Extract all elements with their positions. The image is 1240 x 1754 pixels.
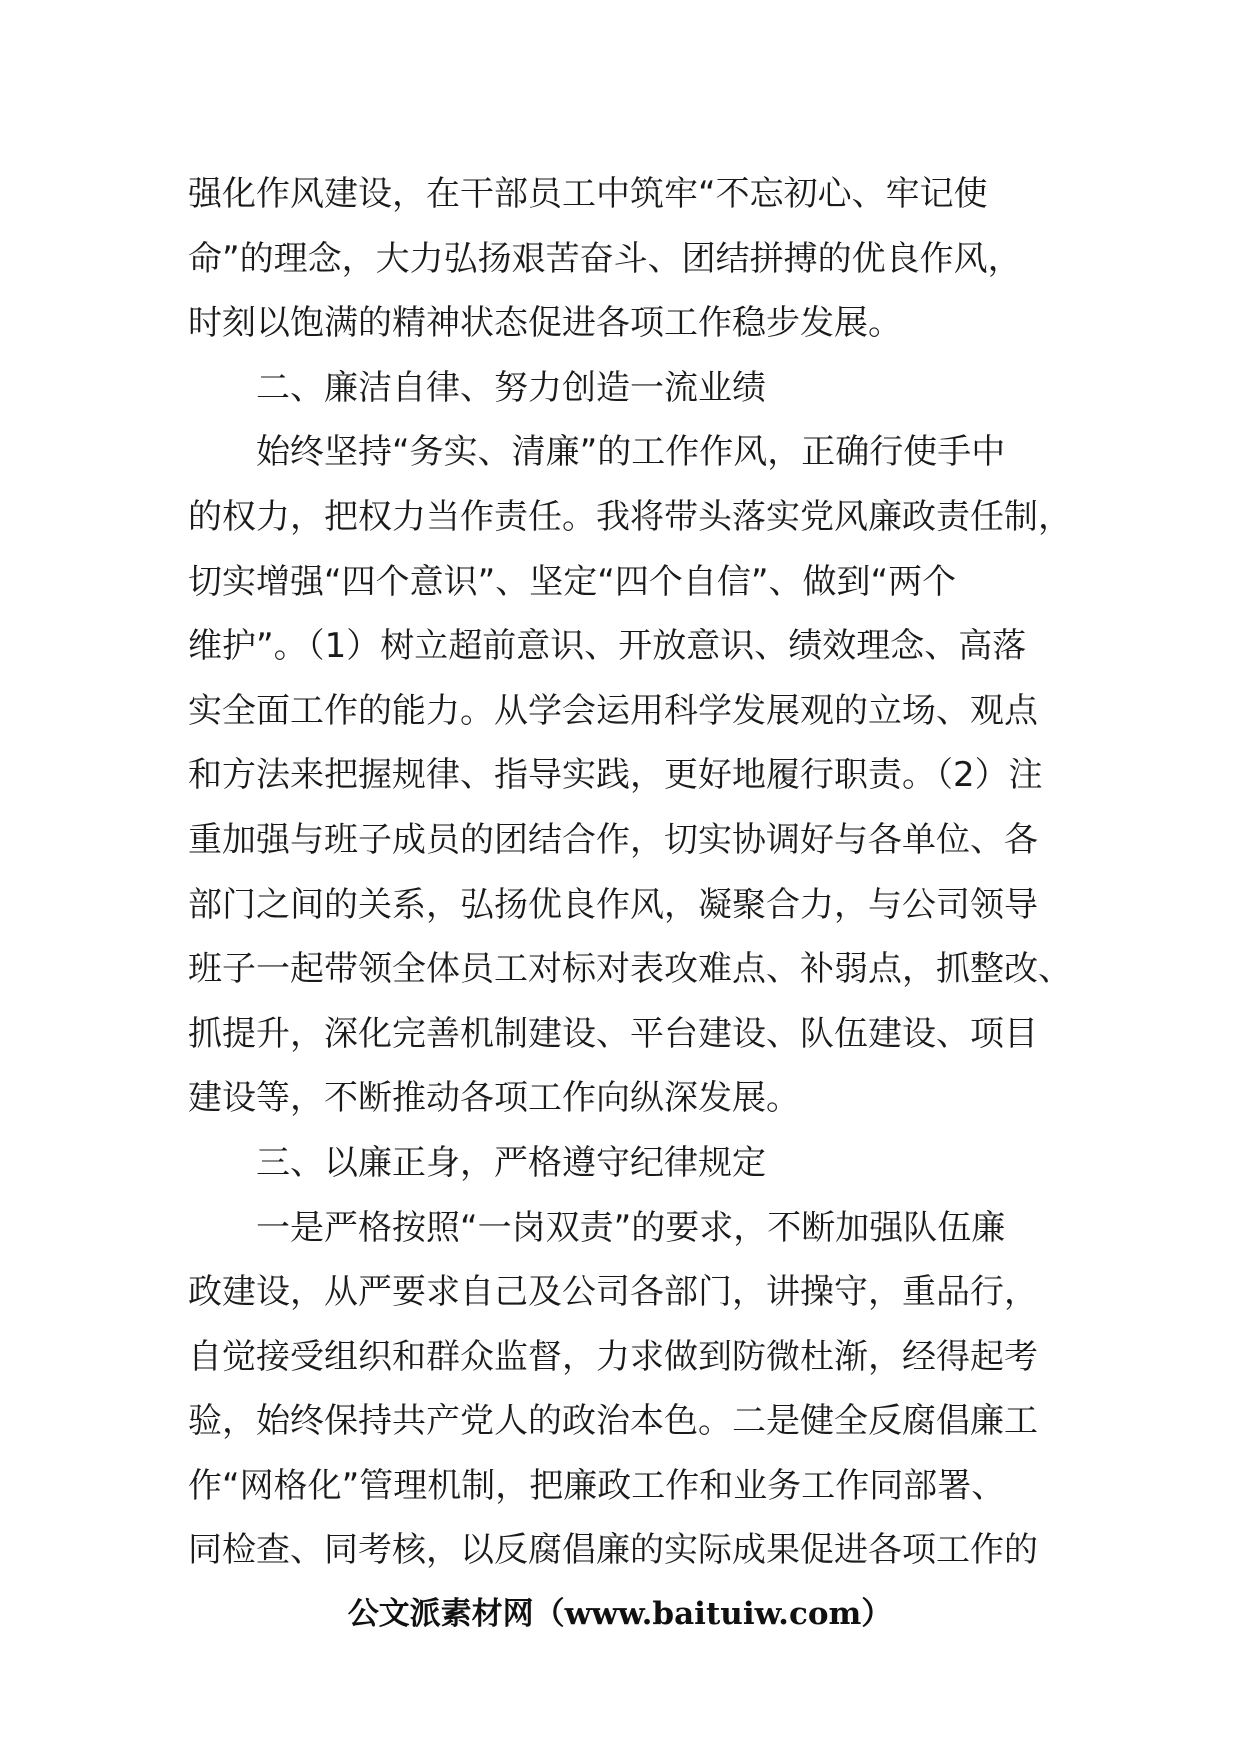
body-line-19: 自觉接受组织和群众监督，力求做到防微杜渐，经得起考 [188, 1336, 1038, 1377]
body-line-17: 一是严格按照“一岗双责”的要求，不断加强队伍廉 [256, 1207, 1006, 1248]
body-line-18: 政建设，从严要求自己及公司各部门，讲操守，重品行， [188, 1272, 1038, 1313]
body-line-13: 班子一起带领全体员工对标对表攻难点、补弱点，抓整改、 [188, 949, 1072, 990]
body-line-7: 切实增强“四个意识”、坚定“四个自信”、做到“两个 [188, 561, 957, 602]
body-line-14: 抓提升，深化完善机制建设、平台建设、队伍建设、项目 [188, 1013, 1038, 1054]
body-line-20: 验，始终保持共产党人的政治本色。二是健全反腐倡廉工 [188, 1401, 1038, 1442]
body-line-12: 部门之间的关系，弘扬优良作风，凝聚合力，与公司领导 [188, 884, 1038, 925]
body-line-1: 强化作风建设，在干部员工中筑牢“不忘初心、牢记使 [188, 174, 988, 214]
body-line-21: 作“网格化”管理机制，把廉政工作和业务工作同部署、 [188, 1465, 1006, 1506]
document-body [188, 162, 1072, 1583]
footer-watermark: 公文派素材网（www.baituiw.com） [347, 1596, 893, 1632]
body-line-8: 维护”。（1）树立超前意识、开放意识、绩效理念、高落 [188, 626, 1027, 667]
body-line-2: 命”的理念，大力弘扬艰苦奋斗、团结拼搏的优良作风， [188, 238, 1022, 279]
body-line-3: 时刻以饱满的精神状态促进各项工作稳步发展。 [188, 303, 902, 344]
body-line-22: 同检查、同考核，以反腐倡廉的实际成果促进各项工作的 [188, 1530, 1038, 1571]
body-line-11: 重加强与班子成员的团结合作，切实协调好与各单位、各 [188, 819, 1038, 860]
body-line-10: 和方法来把握规律、指导实践，更好地履行职责。（2）注 [188, 755, 1043, 796]
section-heading-3: 三、以廉正身，严格遵守纪律规定 [256, 1142, 766, 1183]
body-line-9: 实全面工作的能力。从学会运用科学发展观的立场、观点 [188, 690, 1038, 731]
body-line-5: 始终坚持“务实、清廉”的工作作风，正确行使手中 [256, 432, 1006, 473]
body-line-15: 建设等，不断推动各项工作向纵深发展。 [188, 1078, 800, 1119]
section-heading-2: 二、廉洁自律、努力创造一流业绩 [256, 367, 766, 408]
body-line-6: 的权力，把权力当作责任。我将带头落实党风廉政责任制， [188, 496, 1072, 537]
